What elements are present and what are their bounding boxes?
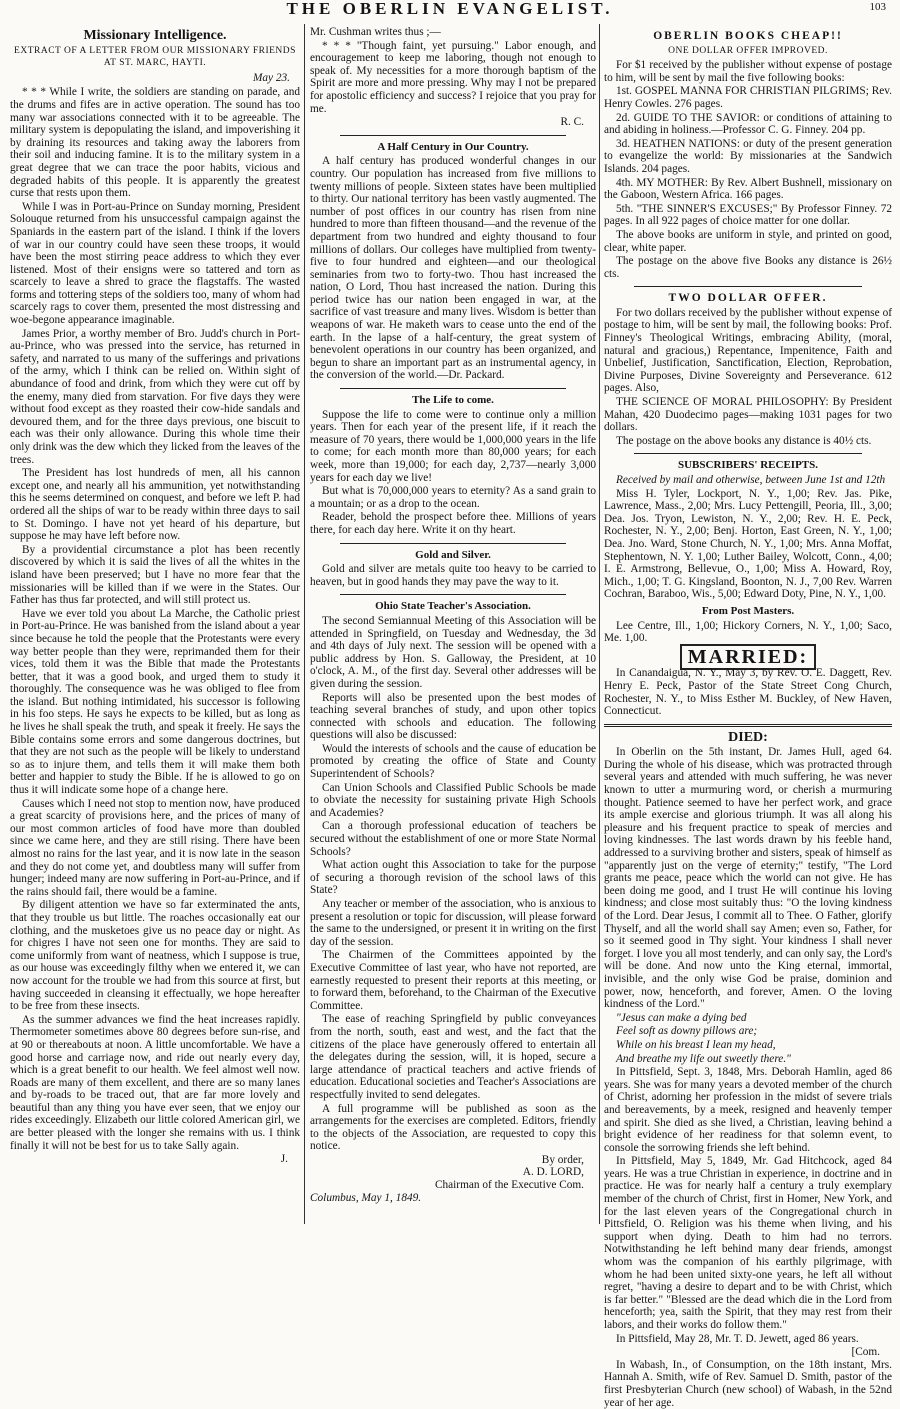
books-note: The postage on the above five Books any distance is 26½ cts.	[604, 255, 892, 280]
cushman-paragraph: * * * "Though faint, yet pursuing." Labor enough, and encouragement to keep me laboring, though not enough to speak of. My necessities for a more thorough baptism of the Spirit are more and more pressing. Why may I not be prepared for apostolic efficiency and success? I rejoice that you pray for me.	[310, 39, 596, 115]
book-item: 3d. HEATHEN NATIONS: or duty of the present generation to evangelize the world: By missionaries at the Sandwich Islands. 204 pages.	[604, 137, 892, 175]
ohio-paragraph: The second Semiannual Meeting of this Association will be attended in Springfield, on Tuesday and Wednesday, the 3d and 4th days of July next. The session will be opened with a public address by Hon. S. Galloway, the President, at 10 o'clock, A. M., of the first day. Several other addresses will be given during the session.	[310, 614, 596, 690]
married-heading-text: MARRIED:	[680, 644, 816, 670]
books-intro: For $1 received by the publisher without expense of postage to him, will be sent by mail the five following books:	[604, 59, 892, 84]
two-dollar-text: THE SCIENCE OF MORAL PHILOSOPHY: By President Mahan, 420 Duodecimo pages—making 1031 pages for two dollars.	[604, 396, 892, 434]
married-heading	[604, 645, 892, 668]
postmasters-text: Lee Centre, Ill., 1,00; Hickory Corners, N. Y., 1,00; Saco, Me. 1,00.	[604, 619, 892, 645]
died-text: In Pittsfield, May 28, Mr. T. D. Jewett, aged 86 years.	[616, 1332, 859, 1345]
gold-silver-heading: Gold and Silver.	[415, 548, 491, 561]
divider	[634, 453, 862, 454]
two-dollar-text: For two dollars received by the publisher without expense of postage to him, will be sent by mail, the following books: Prof. Finney's Theological Writings, embracing Ability, (moral, natural and gracious,) Repentance, Impenitence, Faith and Unbelief, Justification, Sanctification, Election, Reprobation, Divine Purposes, Divine Sovereignty and Perseverance. 612 pages. Also,	[604, 306, 892, 395]
article-paragraph: Have we ever told you about La Marche, the Catholic priest in Port-au-Prince. He was banished from the island about a year since because he told the people that the Protestants were every way better people than they were, reprimanded them for their vices, told them it was the Bible that made the Protestants better, that it was a good book, and urged them to study it thoroughly. The consequence was he was obliged to flee from the island. But nothing intimidated, his successor is following in his foo steps. He says he expects to be killed, but as long as he lives he shall speak the truth, and speak it freely. He says the Bible contains some errors and some dangerous doctrines, but that they are not such as the people will be likely to understand so as to injure them, and tells them it will make them both better and happier to study the Bible. If he is allowed to go on thus it will indicate some hope of a change here.	[10, 607, 300, 797]
ohio-signer: A. D. LORD,	[522, 1166, 584, 1179]
divider	[604, 724, 892, 727]
book-item: 1st. GOSPEL MANNA FOR CHRISTIAN PILGRIMS; Rev. Henry Cowles. 276 pages.	[604, 85, 892, 110]
column-2	[310, 26, 596, 1224]
ohio-paragraph: The Chairmen of the Committees appointed by the Executive Committee of last year, who have not reported, are earnestly requested to present their reports at this meeting, or to forward them, beforehand, to the Chairman of the Executive Committee.	[310, 949, 596, 1012]
book-item: 2d. GUIDE TO THE SAVIOR: or conditions of attaining to and abiding in holiness.—Professor C. G. Finney. 204 pp.	[604, 111, 892, 137]
page-number: 103	[869, 1, 886, 13]
article-paragraph: * * * While I write, the soldiers are standing on parade, and the drums and fifes are in active operation. The sound has too many war associations connected with it to be agreeable. The military system is depopulating the island, and impoverishing it by draining its resources and taking away the laborers from their soil and inducing famine. It is to the military system in a great degree that we can trace the poor habits, vicious and degraded habits of this people. It is apparently the greatest curse that rests upon them.	[10, 86, 300, 200]
ohio-paragraph: What action ought this Association to take for the purpose of securing a thorough revision of the school laws of this State?	[310, 859, 596, 897]
half-century-heading: A Half Century in Our Country.	[377, 140, 529, 153]
two-dollar-text: The postage on the above books any distance is 40½ cts.	[616, 434, 872, 447]
life-to-come-text: Reader, behold the prospect before thee. Millions of years there, for each day here. Write it on thy heart.	[310, 511, 596, 536]
died-com-tag: [Com.	[851, 1346, 880, 1359]
receipts-text: Miss H. Tyler, Lockport, N. Y., 1,00; Rev. Jas. Pike, Lawrence, Mass., 2,00; Mrs. Lucy Pettengill, Peoria, Ill., 3,00; Dea. Jos. Tryon, Lewiston, N. Y., 2,00; Rev. H. E. Peck, Rochester, N. Y., 2,00; Benj. Horton, East Green, N. Y., 1,00; Dea. Jno. Ward, Stone Church, N. Y., 1,00; Mrs. Anna Moffat, Stephentown, N. Y. 1,00; Luther Bailey, Wolcott, Conn., 4,00; I. E. Armstrong, Bellevue, O., 1,00; Miss A. Howard, Roy, Mich., 1,00; T. G. Kingsland, Boonton, N. J., 7,00 Rev. Warren Cochran, Baraboo, Wis., 5,00; Edward Doty, Pine, N. Y., 1,00.	[604, 487, 892, 601]
letter-subheading: EXTRACT OF A LETTER FROM OUR MISSIONARY FRIENDS AT ST. MARC, HAYTI.	[14, 45, 296, 69]
died-text: In Wabash, In., of Consumption, on the 18th instant, Mrs. Hannah A. Smith, wife of Rev. Samuel D. Smith, pastor of the first Presbyterian Church (new school) of Wabash, in the 52nd year of her age.	[604, 1358, 892, 1409]
ohio-paragraph: Any teacher or member of the association, who is anxious to present a resolution or topic for discussion, will please forward the same to the undersigned, or present it in writing on the first day of the session.	[310, 898, 596, 948]
died-poem-line: Feel soft as downy pillows are;	[616, 1025, 758, 1038]
ohio-paragraph: A full programme will be published as soon as the arrangements for the exercises are completed. Editors, friendly to the objects of the Association, are requested to copy this notice.	[310, 1102, 596, 1153]
cushman-intro: Mr. Cushman writes thus ;—	[310, 26, 441, 38]
gold-silver-text: Gold and silver are metals quite too heavy to be carried to heaven, but in good hands they may pave the way to it.	[310, 563, 596, 588]
life-to-come-text: Suppose the life to come were to continue only a million years. Then for each year of the present life, if it reach the measure of 70 years, there would be 1,000,000 years in the life to come; for each month more than 80,000 years; for each week, more than 19,000; for each day, 2,737—nearly 3,000 years for each day we live!	[310, 408, 596, 484]
died-text: In Pittsfield, Sept. 3, 1848, Mrs. Deborah Hamlin, aged 86 years. She was for many years a devoted member of the church of Christ, adorning her profession in the midst of severe trials and bereavements, by a meek, resigned and heavenly temper and spirit. She died as she lived, a Christian, leaving behind a bright evidence of her readiness for that solemn event, to console the sorrowing friends she left behind.	[604, 1066, 892, 1154]
divider	[634, 286, 862, 287]
divider	[340, 594, 566, 595]
books-heading: OBERLIN BOOKS CHEAP!!	[653, 30, 843, 42]
life-to-come-heading: The Life to come.	[412, 394, 494, 407]
ohio-signer-title: Chairman of the Executive Com.	[434, 1179, 584, 1192]
receipts-heading: SUBSCRIBERS' RECEIPTS.	[678, 459, 818, 472]
died-poem-line: And breathe my life out sweetly there."	[616, 1052, 791, 1065]
ohio-association-heading: Ohio State Teacher's Association.	[375, 600, 531, 613]
married-text: In Canandaigua, N. Y., May 3, by Rev. O. E. Daggett, Rev. Henry E. Peck, Pastor of the State Street Cong Church, Rochester, N. Y., to Miss Esther M. Buckley, of New Haven, Connecticut.	[604, 667, 892, 718]
article-paragraph: James Prior, a worthy member of Bro. Judd's church in Port-au-Prince, who was pressed into the service, has returned in safety, and narrated to us many of the sufferings and privations of the army, which I think can be relied on. Within sight of abundance of food and drink, from which they were cut off by the enemy, many died from starvation. For five days they were without food except as they roasted their cow-hide sandals and devoured them, and for the three days previous, one biscuit to each was their only allowance. During this whole time their only drink was the dew which they licked from the leaves of the trees.	[10, 327, 300, 466]
life-to-come-text: But what is 70,000,000 years to eternity? As a sand grain to a mountain; or as a drop to the ocean.	[310, 485, 596, 510]
receipts-intro: Received by mail and otherwise, between June 1st and 12th	[616, 474, 886, 486]
cushman-signature: R. C.	[560, 116, 584, 129]
died-poem-line: While on his breast I lean my head,	[616, 1038, 776, 1051]
column-rule	[304, 24, 305, 1224]
ohio-paragraph: Can a thorough professional education of teachers be secured without the establishment of one or more State Normal Schools?	[310, 820, 596, 858]
ohio-by-order: By order,	[541, 1153, 584, 1166]
column-rule	[599, 24, 600, 1224]
article-paragraph: By a providential circumstance a plot has been recently discovered by which it is said the lives of all the whites in the island have been preserved; but I have no more fear that the missionaries will be killed than if we were in the States. Our Father has thus far protected, and will still protect us.	[10, 543, 300, 607]
article-paragraph: As the summer advances we find the heat increases rapidly. Thermometer sometimes above 80 degrees before sun-rise, and at 90 or thereabouts at noon. A little uncomfortable. We have a good horse and carriage now, and ride out nearly every day, which is a great benefit to our health. We feel almost well now. Roads are many of them excellent, and there are so many lanes and by-roads to be traced out, that are far more lovely and beautiful than any thing you have ever seen, that we enjoy our rides exceedingly. Elizabeth our little colored American girl, we are better pleased with the longer she remains with us. I think finally it will not be best for us to take Sally again.	[10, 1013, 300, 1152]
article-paragraph: While I was in Port-au-Prince on Sunday morning, President Solouque returned from his unsuccessful campaign against the Spaniards in the eastern part of the island. I think if the lovers of war in our country could have seen these troops, it would have been the most stirring peace address to which they ever listened. Most of their ensigns were so tattered and torn as scarcely to leave a shred to grace the flagstaffs. The wasted forms and tottering steps of the soldiers too, many of whom had scarcely rags to cover them, presented the most distressing and woe-begone appearance imaginable.	[10, 200, 300, 327]
letter-signature: J.	[280, 1153, 288, 1166]
letter-date: May 23.	[252, 71, 290, 84]
article-paragraph: The President has lost hundreds of men, all his cannon except one, and nearly all his ammunition, yet notwithstanding this he seems determined on conquest, and before we left P. had ordered all the ships of war to be ready within three days to sail to St. Domingo. I have not yet heard of his departure, but suppose he may have left before now.	[10, 467, 300, 543]
died-heading: DIED:	[728, 729, 768, 745]
divider	[340, 543, 566, 544]
ohio-paragraph: Reports will also be presented upon the best modes of teaching several branches of study, and upon other topics connected with schools and education. The following questions will also be discussed:	[310, 691, 596, 742]
divider	[340, 388, 566, 389]
postmasters-heading: From Post Masters.	[701, 604, 795, 617]
masthead: THE OBERLIN EVANGELIST.	[286, 0, 614, 18]
died-text: In Oberlin on the 5th instant, Dr. James Hull, aged 64. During the whole of his disease, which was protracted through several years and attended with much suffering, he was never known to utter a murmuring word, or cherish a murmuring thought. Patience seemed to have her perfect work, and grace its ample exercise and glorious triumph. It was all along his pleasure and his frequent practice to speak of mercies and loving kindnesses. The last words drawn by his feeble hand, addressed to a surviving brother and sisters, speak of himself as "apparently just on the verge of eternity;" testify, "The Lord grants me peace, peace which the world can not give. He has been doing me good, and I trust He will continue his loving kindness; and close most suitably thus: "O the loving kindness of the Lord. Dear Jesus, I commit all to Thee. O Father, glorify Thyself, and all the world shall say Amen; even so, Father, for so it seemed good in Thy sight. Your kindness I shall never forget. I love you all most tenderly, and can only say, the Lord's will be done. And now unto the King eternal, immortal, invisible, and the only wise God be praise, dominion and power, now, henceforth, and forever, Amen. O the loving kindness of the Lord."	[604, 746, 892, 1011]
column-3	[604, 26, 892, 1409]
two-dollar-heading: TWO DOLLAR OFFER.	[668, 292, 828, 305]
article-paragraph: By diligent attention we have so far exterminated the ants, that they trouble us but little. The roaches occasionally eat our clothing, and the musketoes give us no peace day or night. As for chigres I have not seen one for months. They are said to come uniformly from want of neatness, which I suppose is true, as our house was exceedingly filthy when we entered it, we can now account for the trouble we had from this source at first, but having succeeded in cleansing it effectually, we hope hereafter to be free from these insects.	[10, 899, 300, 1013]
ohio-paragraph: Would the interests of schools and the cause of education be promoted by creating the office of State and County Superintendent of Schools?	[310, 742, 596, 781]
half-century-text: A half century has produced wonderful changes in our country. Our population has increased from five millions to twenty millions of people. Sixteen states have been multiplied to thirty. Our national territory has been vastly augmented. The number of post offices in our country has risen from nine hundred to more than fifteen thousand—and the revenue of the department from two hundred and eighty thousand to four millions of dollars. Our colleges have multiplied from twenty-five to four hundred and eighteen—and our theological seminaries from two to forty-two. Thou hast increased the nation, O Lord, Thou hast increased the nation. During this period twice has our nation been engaged in war, at the sacrifice of vast treasure and many lives. Wisdom is better than weapons of war. He maketh wars to cease unto the end of the earth. In the lapse of a half-century, the great system of benevolent operations in our country has been organized, and begun to share an important part as an instrumental agency, in the conversion of the world.—Dr. Packard.	[310, 155, 596, 382]
book-item: 5th. "THE SINNER'S EXCUSES;" By Professor Finney. 72 pages. In all 922 pages of choice matter for one dollar.	[604, 202, 892, 228]
ohio-paragraph: Can Union Schools and Classified Public Schools be made to obviate the necessity for sustaining private High Schools and Academies?	[310, 781, 596, 819]
died-poem-line: "Jesus can make a dying bed	[616, 1011, 747, 1024]
article-paragraph: Causes which I need not stop to mention now, have produced a great scarcity of provisions here, and the prices of many of our most common articles of food have more than doubled since we came here, and they are still rising. There have been almost no rains for the last year, and it is now late in the season and they do not come yet, and doubtless many will suffer from hunger; indeed many are now suffering in Port-au-Prince, and if the rains should fail, there would be a famine.	[10, 797, 300, 898]
missionary-heading: Missionary Intelligence.	[83, 28, 227, 43]
ohio-dateline: Columbus, May 1, 1849.	[310, 1191, 422, 1204]
ohio-paragraph: The ease of reaching Springfield by public conveyances from the north, south, east and west, and the fact that the citizens of the place have generously offered to entertain all the delegates during the session, will, it is hoped, secure a large attendance of practical teachers and active friends of education. Educational societies and Teacher's Associations are respectfully invited to send delegates.	[310, 1013, 596, 1101]
book-item: 4th. MY MOTHER: By Rev. Albert Bushnell, missionary on the Gaboon, Western Africa. 166 pages.	[604, 176, 892, 202]
column-1	[10, 26, 300, 1224]
died-text: In Pittsfield, May 5, 1849, Mr. Gad Hitchcock, aged 84 years. He was a true Christian in experience, in doctrine and in practice. He was for nearly half a century a truly exemplary member of the church of Christ, first in Homer, New York, and for the last eleven years of the Congregational church in Pittsfield, O. Religion was his theme when living, and his support when dying. Death to him had no terrors. Notwithstanding he left behind many dear friends, amongst whom was the companion of his earthly pilgrimage, with whom he had been united sixty-one years, he left all without regret, "having a desire to depart and to be with Christ, which is far better." "Blessed are the dead which die in the Lord from henceforth; yea, saith the Spirit, that they may rest from their labors, and their works do follow them."	[604, 1155, 892, 1331]
divider	[340, 135, 566, 136]
books-note: The above books are uniform in style, and printed on good, clear, white paper.	[604, 228, 892, 254]
books-subheading: ONE DOLLAR OFFER IMPROVED.	[668, 45, 828, 56]
